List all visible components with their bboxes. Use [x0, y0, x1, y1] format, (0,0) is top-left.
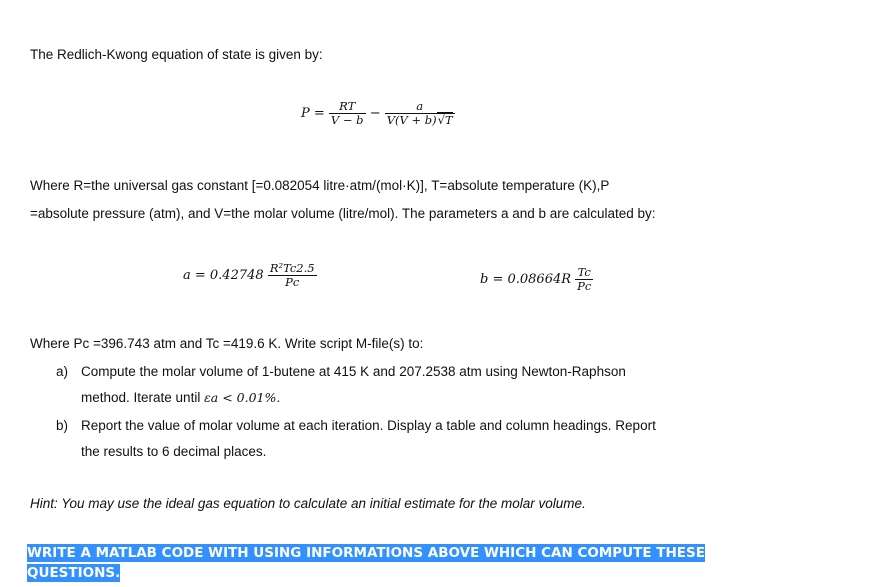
definitions-line-1: Where R=the universal gas constant [=0.082054 litre·atm/(mol·K)], T=absolute temperature (K),P — [30, 178, 610, 193]
equation-term2 — [385, 100, 455, 127]
task-b-line-2: the results to 6 decimal places. — [81, 444, 267, 459]
eq-b-lhs: b = 0.08664R — [480, 272, 572, 287]
eq-a-denominator: Pc — [285, 275, 300, 289]
eq-a-numerator: R²Tc2.5 — [269, 261, 315, 275]
task-a-line-2-text: method. Iterate until — [81, 390, 205, 405]
equation-minus: − — [369, 106, 381, 121]
eq-a-lhs: a = 0.42748 — [183, 268, 264, 283]
equation-term1-numerator: RT — [329, 100, 366, 114]
equation-term1-denominator: V − b — [330, 113, 364, 127]
equation-term2-denominator: V(V + b)√T — [386, 113, 453, 127]
request-line-1[interactable] — [27, 544, 705, 562]
equation-term1 — [329, 100, 366, 127]
task-a-line-1: Compute the molar volume of 1-butene at 415 K and 207.2538 atm using Newton-Raphson — [81, 364, 626, 379]
intro-title: The Redlich-Kwong equation of state is given by: — [30, 47, 323, 62]
task-a-label: a) — [56, 364, 69, 379]
task-a-line-2 — [81, 390, 280, 406]
eq-b-denominator: Pc — [577, 279, 592, 293]
equation-term2-numerator: a — [385, 100, 455, 114]
parameter-b-equation — [480, 266, 593, 293]
request-line-1-text[interactable]: WRITE A MATLAB CODE WITH USING INFORMATIONS ABOVE WHICH CAN COMPUTE THESE — [27, 545, 705, 561]
equation-lhs: P = — [301, 106, 325, 121]
request-line-2-text[interactable]: QUESTIONS. — [27, 565, 121, 581]
parameter-a-equation — [183, 262, 317, 289]
eq-a-fraction — [268, 262, 317, 289]
hint-text: Hint: You may use the ideal gas equation to calculate an initial estimate for the molar volume. — [30, 496, 586, 511]
definitions-line-2: =absolute pressure (atm), and V=the molar volume (litre/mol). The parameters a and b are calculated by: — [30, 206, 656, 221]
task-b-line-1: Report the value of molar volume at each iteration. Display a table and column headings. Report — [81, 418, 656, 433]
task-intro: Where Pc =396.743 atm and Tc =419.6 K. Write script M-file(s) to: — [30, 336, 424, 351]
task-b-label: b) — [56, 418, 69, 433]
task-a-tolerance: εa < 0.01%. — [204, 390, 281, 405]
eq-b-numerator: Tc — [575, 266, 593, 280]
redlich-kwong-equation — [301, 100, 455, 127]
request-line-2[interactable] — [27, 564, 120, 582]
eq-b-fraction — [575, 266, 593, 293]
